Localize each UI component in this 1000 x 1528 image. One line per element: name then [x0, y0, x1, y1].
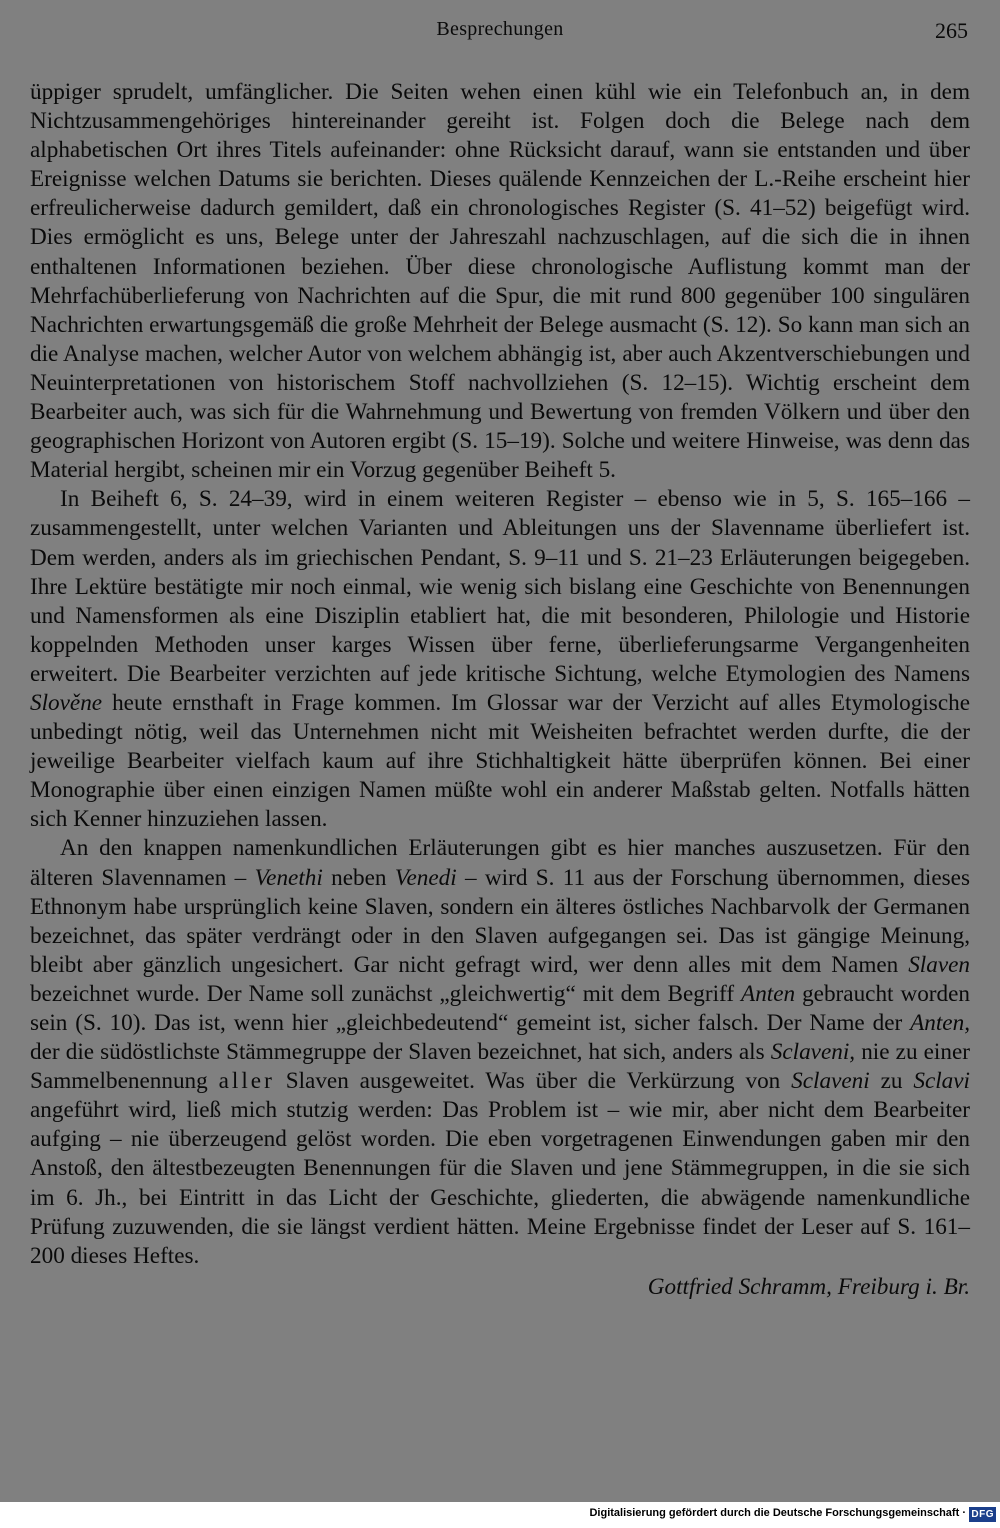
digitization-footer [0, 1502, 1000, 1528]
paragraph-2-text-b: heute ernsthaft in Frage kommen. Im Glossar war der Verzicht auf alles Etymologische unbedingt nötig, weil das Unternehmen nicht mit Weisheiten befrachtet werden durfte, die der jeweilige Bearbeiter vielfach kaum auf ihre Stichhaltigkeit hätte überprüfen können. Bei einer Monographie über einen einzigen Namen müßte wohl ein anderer Maßstab gelten. Notfalls hätten sich Kenner hinzuziehen lassen. [30, 689, 970, 833]
term-slovene: Slověne [30, 689, 103, 716]
dfg-logo: DFG [971, 1509, 994, 1520]
paragraph-3-text-a: An den knappen namenkundlichen Erläuterungen gibt es hier manches auszusetzen. Für den älteren Slavennamen – [30, 835, 970, 891]
author-signature: Gottfried Schramm, Freiburg i. Br. [647, 1273, 970, 1300]
paragraph-3-text-d: bezeichnet wurde. Der Name soll zunächst „gleichwertig“ mit dem Begriff [30, 980, 742, 1007]
paragraph-3-text-f: der die südöstlichste Stämmegruppe der Slaven bezeichnet, hat sich, anders als [30, 1039, 771, 1066]
term-sclaveni: Sclaveni, [770, 1039, 856, 1066]
paragraph-3-text-c: – wird S. 11 aus der Forschung übernommen, dieses Ethnonym habe ursprünglich keine Slaven, sondern ein älteres östliches Nachbarvolk der Germanen bezeichnet, das später verdrängt oder in den Slaven aufgegangen sei. Das ist gängige Meinung, bleibt aber gänzlich ungesichert. Gar nicht gefragt wird, wer denn alles mit dem Namen [30, 864, 970, 978]
paragraph-3-text-b: neben [322, 864, 395, 891]
emphasis-aller: aller [218, 1068, 275, 1095]
term-venedi: Venedi [394, 864, 457, 891]
paragraph-3-text-j: angeführt wird, ließ mich stutzig werden: Das Problem ist – wie mir, aber nicht dem Bearbeiter aufging – nie überzeugend gelöst worden. Die eben vorgetragenen Einwendungen gaben mir den Anstoß, den ältestbezeugten Benennungen für die Slaven und jene Stämmegruppen, in die sie sich im 6. Jh., bei Eintritt in das Licht der Geschichte, gliederten, die abwägende namenkundliche Prüfung zuzuwenden, die sie längst verdient hätten. Meine Ergebnisse findet der Leser auf S. 161–200 dieses Heftes. [30, 1097, 970, 1269]
paragraph-3-text-g: nie zu einer Sammelbenennung [30, 1039, 970, 1095]
paragraph-3-text-i: zu [869, 1068, 914, 1095]
term-sclaveni-2: Sclaveni [791, 1068, 870, 1095]
term-anten: Anten [741, 980, 796, 1007]
paragraph-1: üppiger sprudelt, umfänglicher. Die Seiten wehen einen kühl wie ein Telefonbuch an, in dem Nichtzusammengehöriges hintereinander gereiht ist. Folgen doch die Belege nach dem alphabetischen Ort ihres Titels aufeinander: ohne Rücksicht darauf, wann sie entstanden und über Ereignisse welchen Datums sie berichten. Dieses quälende Kennzeichen der L.-Reihe erscheint hier erfreulicherweise dadurch gemildert, daß ein chronologisches Register (S. 41–52) beigefügt wird. Dies ermöglicht es uns, Belege unter der Jahreszahl nachzuschlagen, auf die sich die in ihnen enthaltenen Informationen beziehen. Über diese chronologische Auflistung kommt man der Mehrfachüberlieferung von Nachrichten auf die Spur, die mit rund 800 gegenüber 100 singulären Nachrichten erwartungsgemäß die große Mehrheit der Belege ausmacht (S. 12). So kann man sich an die Analyse machen, welcher Autor von welchem abhängig ist, aber auch Akzentverschiebungen und Neuinterpretationen von historischem Stoff nachvollziehen (S. 12–15). Wichtig erscheint dem Bearbeiter auch, was sich für die Wahrnehmung und Bewertung von fremden Völkern und über den geographischen Horizont von Autoren ergibt (S. 15–19). Solche und weitere Hinweise, was denn das Material hergibt, scheinen mir ein Vorzug gegenüber Beiheft 5. [30, 79, 970, 484]
paragraph-2-text-a: In Beiheft 6, S. 24–39, wird in einem weiteren Register – ebenso wie in 5, S. 165–166 – zusammengestellt, unter welchen Varianten und Ableitungen uns der Slavenname überliefert ist. Dem werden, anders als im griechischen Pendant, S. 9–11 und S. 21–23 Erläuterungen beigegeben. Ihre Lektüre bestätigte mir noch einmal, wie wenig sich bislang eine Geschichte von Benennungen und Namensformen als eine Disziplin etabliert hat, die mit besonderen, Philologie und Historie koppelnden Methoden unser karges Wissen über ferne, überlieferungsarme Vergangenheiten erweitert. Die Bearbeiter verzichten auf jede kritische Sichtung, welche Etymologien des Namens [30, 486, 970, 687]
page-number: 265 [935, 18, 968, 43]
running-header [0, 18, 1000, 48]
term-slaven: Slaven [908, 951, 970, 978]
funding-credit-text: Digitalisierung gefördert durch die Deutsche Forschungsgemeinschaft [589, 1507, 960, 1519]
review-body [30, 78, 970, 1302]
funding-credit [589, 1507, 966, 1519]
paragraph-3-text-e: gebraucht worden sein (S. 10). Das ist, wenn hier „gleichbedeutend“ gemeint ist, sicher falsch. Der Name der [30, 980, 970, 1036]
paragraph-2 [30, 485, 970, 834]
paragraph-3 [30, 834, 970, 1270]
running-title: Besprechungen [436, 18, 564, 40]
term-anten-2: Anten, [910, 1010, 970, 1036]
term-sclavi: Sclavi [913, 1068, 970, 1095]
term-venethi: Venethi [254, 864, 323, 891]
paragraph-3-text-h: Slaven ausgeweitet. Was über die Verkürzung von [274, 1068, 792, 1095]
footer-separator: · [962, 1507, 966, 1519]
